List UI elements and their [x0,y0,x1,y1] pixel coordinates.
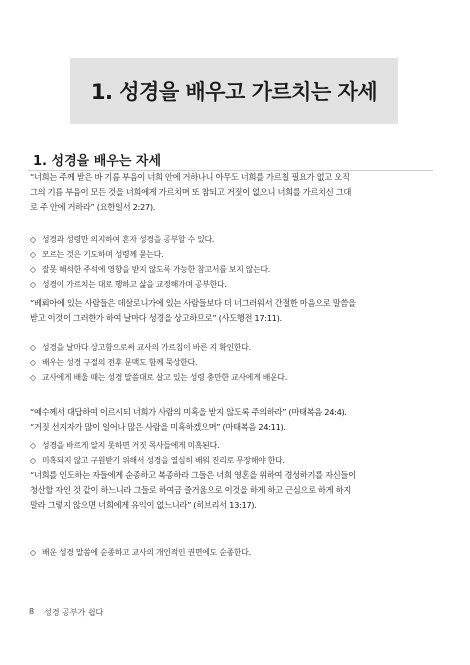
scripture-quote [30,468,435,513]
quote-line: “거짓 선지자가 많이 일어나 많은 사람을 미혹하겠으며” (마태복음 24:11). [30,422,286,432]
quote-line: 청산할 자인 것 같이 하느니라 그들로 하여금 즐거움으로 이것을 하게 하고 근심으로 하게 하지 [30,485,352,495]
quote-line: “너희는 주께 받은 바 기름 부음이 너희 안에 거하나니 아무도 너희를 가르칠 필요가 없고 오직 [30,172,350,182]
book-title: 성경 공부가 쉽다 [44,608,104,617]
scripture-quote [30,296,435,326]
page-number: 8 [29,607,35,616]
bullet-text: 잘못 해석한 주석에 영향을 받지 않도록 가능한 참고서를 보지 않는다. [42,265,271,274]
bullet-item [30,247,435,262]
diamond-bullet-icon: ◇ [30,373,36,382]
bullet-text: 성경을 바르게 알지 못하면 거짓 목사들에게 미혹된다. [42,441,220,450]
bullet-item [30,545,435,560]
bullet-item [30,277,435,292]
quote-line: “베뢰아에 있는 사람들은 데살로니가에 있는 사람들보다 더 너그러워서 간절한 마음으로 말씀을 [30,298,356,308]
bullet-item [30,355,435,370]
quote-line: 그의 기름 부음이 모든 것을 너희에게 가르치며 또 참되고 거짓이 없으니 너희를 가르치신 그대 [30,187,352,197]
diamond-bullet-icon: ◇ [30,250,36,259]
bullet-list [30,438,435,468]
diamond-bullet-icon: ◇ [30,235,36,244]
bullet-item [30,438,435,453]
diamond-bullet-icon: ◇ [30,280,36,289]
diamond-bullet-icon: ◇ [30,548,36,557]
bullet-text: 배운 성경 말씀에 순종하고 교사의 개인적인 권면에도 순종한다. [42,548,251,557]
chapter-title-band [70,58,398,124]
bullet-text: 미혹되지 않고 구원받기 위해서 성경을 열심히 배워 진리로 무장해야 한다. [42,456,285,465]
scripture-quote [30,170,435,215]
quote-line: 로 주 안에 거하라” (요한일서 2:27). [30,202,155,212]
quote-line: 말라 그렇지 않으면 너희에게 유익이 없느니라” (히브리서 13:17). [30,500,257,510]
bullet-list [30,340,435,385]
quote-line: “너희를 인도하는 자들에게 순종하고 복종하라 그들은 너희 영혼을 위하여 경성하기를 자신들이 [30,470,356,480]
bullet-text: 배우는 성경 구절의 전후 문맥도 함께 묵상한다. [42,358,198,367]
bullet-text: 성경과 성령만 의지하여 혼자 성경을 공부할 수 있다. [42,235,215,244]
diamond-bullet-icon: ◇ [30,456,36,465]
diamond-bullet-icon: ◇ [30,265,36,274]
bullet-item [30,340,435,355]
diamond-bullet-icon: ◇ [30,441,36,450]
quote-line: “예수께서 대답하여 이르시되 너희가 사람의 미혹을 받지 않도록 주의하라” (마태복음 24:4). [30,407,347,417]
bullet-list [30,232,435,292]
diamond-bullet-icon: ◇ [30,343,36,352]
bullet-list [30,545,435,560]
page-footer [29,607,103,618]
bullet-text: 성경이 가르치는 대로 행하고 삶을 교정해가며 공부한다. [42,280,227,289]
bullet-item [30,262,435,277]
section-heading: 1. 성경을 배우는 자세 [33,154,162,169]
bullet-item [30,453,435,468]
scripture-quote [30,405,435,435]
bullet-item [30,370,435,385]
bullet-text: 교사에게 배울 때는 성경 말씀대로 살고 있는 성령 충만한 교사에게 배운다. [42,373,288,382]
quote-line: 받고 이것이 그러한가 하여 날마다 성경을 상고하므로” (사도행전 17:11). [30,313,282,323]
bullet-text: 모르는 것은 기도하며 성령께 묻는다. [42,250,164,259]
bullet-item [30,232,435,247]
chapter-title: 1. 성경을 배우고 가르치는 자세 [90,80,378,104]
diamond-bullet-icon: ◇ [30,358,36,367]
bullet-text: 성경을 날마다 상고함으로써 교사의 가르침이 바른 지 확인한다. [42,343,251,352]
